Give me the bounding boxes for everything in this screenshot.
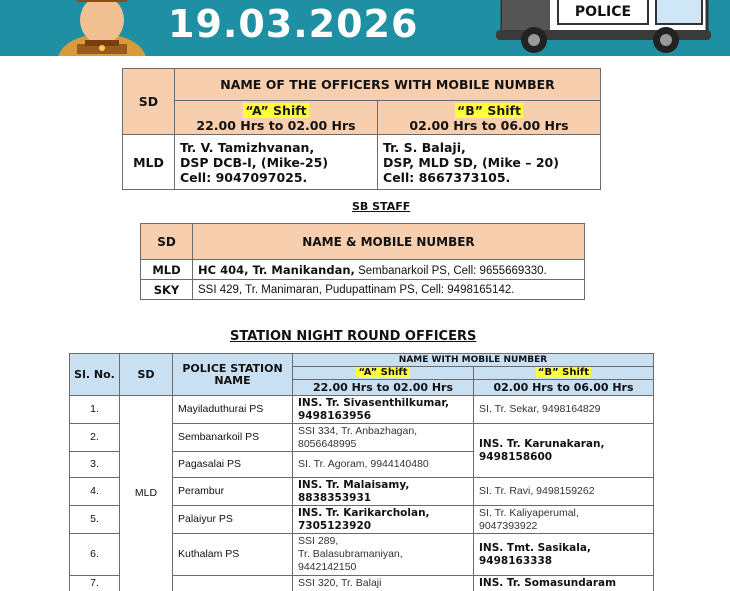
officer-name: Tr. V. Tamizhvanan, [180, 139, 315, 155]
shift-b-label: “B” Shift [537, 367, 590, 378]
officer-cell: 8838353931 [298, 491, 372, 504]
police-officer-illustration [55, 0, 150, 56]
officer-cell: 9442142150 [298, 561, 357, 573]
row-shift-a [293, 452, 474, 478]
header-band [0, 0, 730, 56]
officer-name: Tr. S. Balaji, [383, 139, 466, 155]
row-name [193, 280, 585, 300]
row-slno: 7. [70, 576, 120, 591]
row-sd: MLD [123, 135, 175, 190]
police-badge-text: POLICE [574, 4, 632, 20]
officer-name: INS. Tr. Malaisamy, [298, 478, 410, 491]
officer-cell: 9498163338 [479, 554, 553, 567]
officers-table [122, 68, 601, 190]
row-ps: Kuthalam PS [173, 534, 293, 576]
officer-name: Tr. Balasubramaniyan, [298, 548, 403, 560]
col-names-header: NAME WITH MOBILE NUMBER [293, 354, 654, 367]
col-name-header: NAME & MOBILE NUMBER [193, 224, 585, 260]
row-ps: Sembanarkoil PS [173, 424, 293, 452]
officer-name: SSI 334, Tr. Anbazhagan, [298, 424, 418, 437]
officer-name: SI. Tr. Kaliyaperumal, [479, 506, 579, 519]
table-row [123, 135, 601, 190]
row-shift-b [474, 396, 654, 424]
officer-designation: DSP, MLD SD, (Mike – 20) [383, 154, 559, 170]
row-sd: SKY [141, 280, 193, 300]
officer-name: INS. Tr. Karunakaran, [479, 437, 605, 450]
row-slno: 4. [70, 478, 120, 506]
shift-a-label: “A” Shift [245, 102, 307, 118]
duty-date: 19.03.2026 [168, 2, 419, 46]
table-row [70, 396, 654, 424]
officer-name: SI. Tr. Ravi, 9498159262 [479, 485, 595, 497]
officer-cell: 7305123920 [298, 519, 372, 532]
shift-a-label: “A” Shift [358, 367, 408, 378]
officer-cell: 9047393922 [479, 519, 538, 532]
shift-b-time: 02.00 Hrs to 06.00 Hrs [474, 380, 654, 396]
row-slno: 5. [70, 506, 120, 534]
officer-cell: 9498163956 [298, 409, 372, 422]
officer-name: SSI 320, Tr. Balaji [298, 577, 382, 589]
row-ps: Palaiyur PS [173, 506, 293, 534]
shift-a-header [175, 101, 378, 135]
row-slno: 6. [70, 534, 120, 576]
row-shift-b [474, 534, 654, 576]
shift-a-label-cell [293, 367, 474, 380]
row-shift-b [474, 576, 654, 591]
row-shift-a [293, 424, 474, 452]
row-name [193, 260, 585, 280]
shift-a-time: 22.00 Hrs to 02.00 Hrs [196, 117, 356, 133]
row-ps [173, 576, 293, 591]
officer-rank: SSI 289, [298, 535, 339, 547]
row-ps: Mayiladuthurai PS [173, 396, 293, 424]
shift-b-label: “B” Shift [457, 102, 521, 118]
row-ps: Perambur [173, 478, 293, 506]
row-slno: 2. [70, 424, 120, 452]
officer-cell: 8056648995 [298, 437, 357, 450]
row-shift-a [293, 534, 474, 576]
col-sd-header: SD [120, 354, 173, 396]
row-shift-a [293, 506, 474, 534]
row-slno: 3. [70, 452, 120, 478]
shift-b-time: 02.00 Hrs to 06.00 Hrs [409, 117, 569, 133]
station-night-title: STATION NIGHT ROUND OFFICERS [230, 329, 477, 344]
officer-cell: 9498158600 [479, 450, 553, 463]
row-sd: MLD [141, 260, 193, 280]
staff-details: Sembanarkoil PS, Cell: 9655669330. [354, 264, 547, 277]
officer-name: INS. Tr. Sivasenthilkumar, [298, 396, 449, 409]
table-row [141, 280, 585, 300]
col-officers-header: NAME OF THE OFFICERS WITH MOBILE NUMBER [175, 69, 601, 101]
col-sd-header: SD [141, 224, 193, 260]
shift-a-time: 22.00 Hrs to 02.00 Hrs [293, 380, 474, 396]
officer-name: SI. Tr. Agoram, 9944140480 [298, 458, 429, 470]
row-shift-a [293, 396, 474, 424]
shift-b-label-cell [474, 367, 654, 380]
officer-cell: Cell: 9047097025. [180, 169, 308, 185]
staff-name: HC 404, Tr. Manikandan, [198, 262, 355, 277]
officer-name: INS. Tr. Somasundaram [479, 577, 617, 589]
row-shift-b [474, 478, 654, 506]
row-shift-b [474, 424, 654, 478]
officer-name: SI. Tr. Sekar, 9498164829 [479, 403, 601, 415]
row-shift-b [474, 506, 654, 534]
staff-details: SSI 429, Tr. Manimaran, Pudupattinam PS, Cell: 9498165142. [198, 283, 515, 296]
col-ps-header: POLICE STATION NAME [173, 354, 293, 396]
row-sd: MLD [120, 396, 173, 591]
officer-name: INS. Tr. Karikarcholan, [298, 506, 430, 519]
col-sd-header: SD [123, 69, 175, 135]
col-slno-header: Sl. No. [70, 354, 120, 396]
station-night-table [69, 353, 654, 591]
row-shift-a [293, 576, 474, 591]
row-slno: 1. [70, 396, 120, 424]
row-shift-a [293, 478, 474, 506]
shift-a-officer [175, 135, 378, 190]
shift-b-officer [378, 135, 601, 190]
officer-designation: DSP DCB-I, (Mike-25) [180, 154, 329, 170]
table-row [141, 260, 585, 280]
shift-b-header [378, 101, 601, 135]
sb-staff-table [140, 223, 585, 300]
sb-staff-title: SB STAFF [352, 200, 411, 213]
officer-cell: Cell: 8667373105. [383, 169, 511, 185]
row-ps: Pagasalai PS [173, 452, 293, 478]
police-jeep-illustration [496, 0, 711, 56]
officer-name: INS. Tmt. Sasikala, [479, 541, 591, 554]
